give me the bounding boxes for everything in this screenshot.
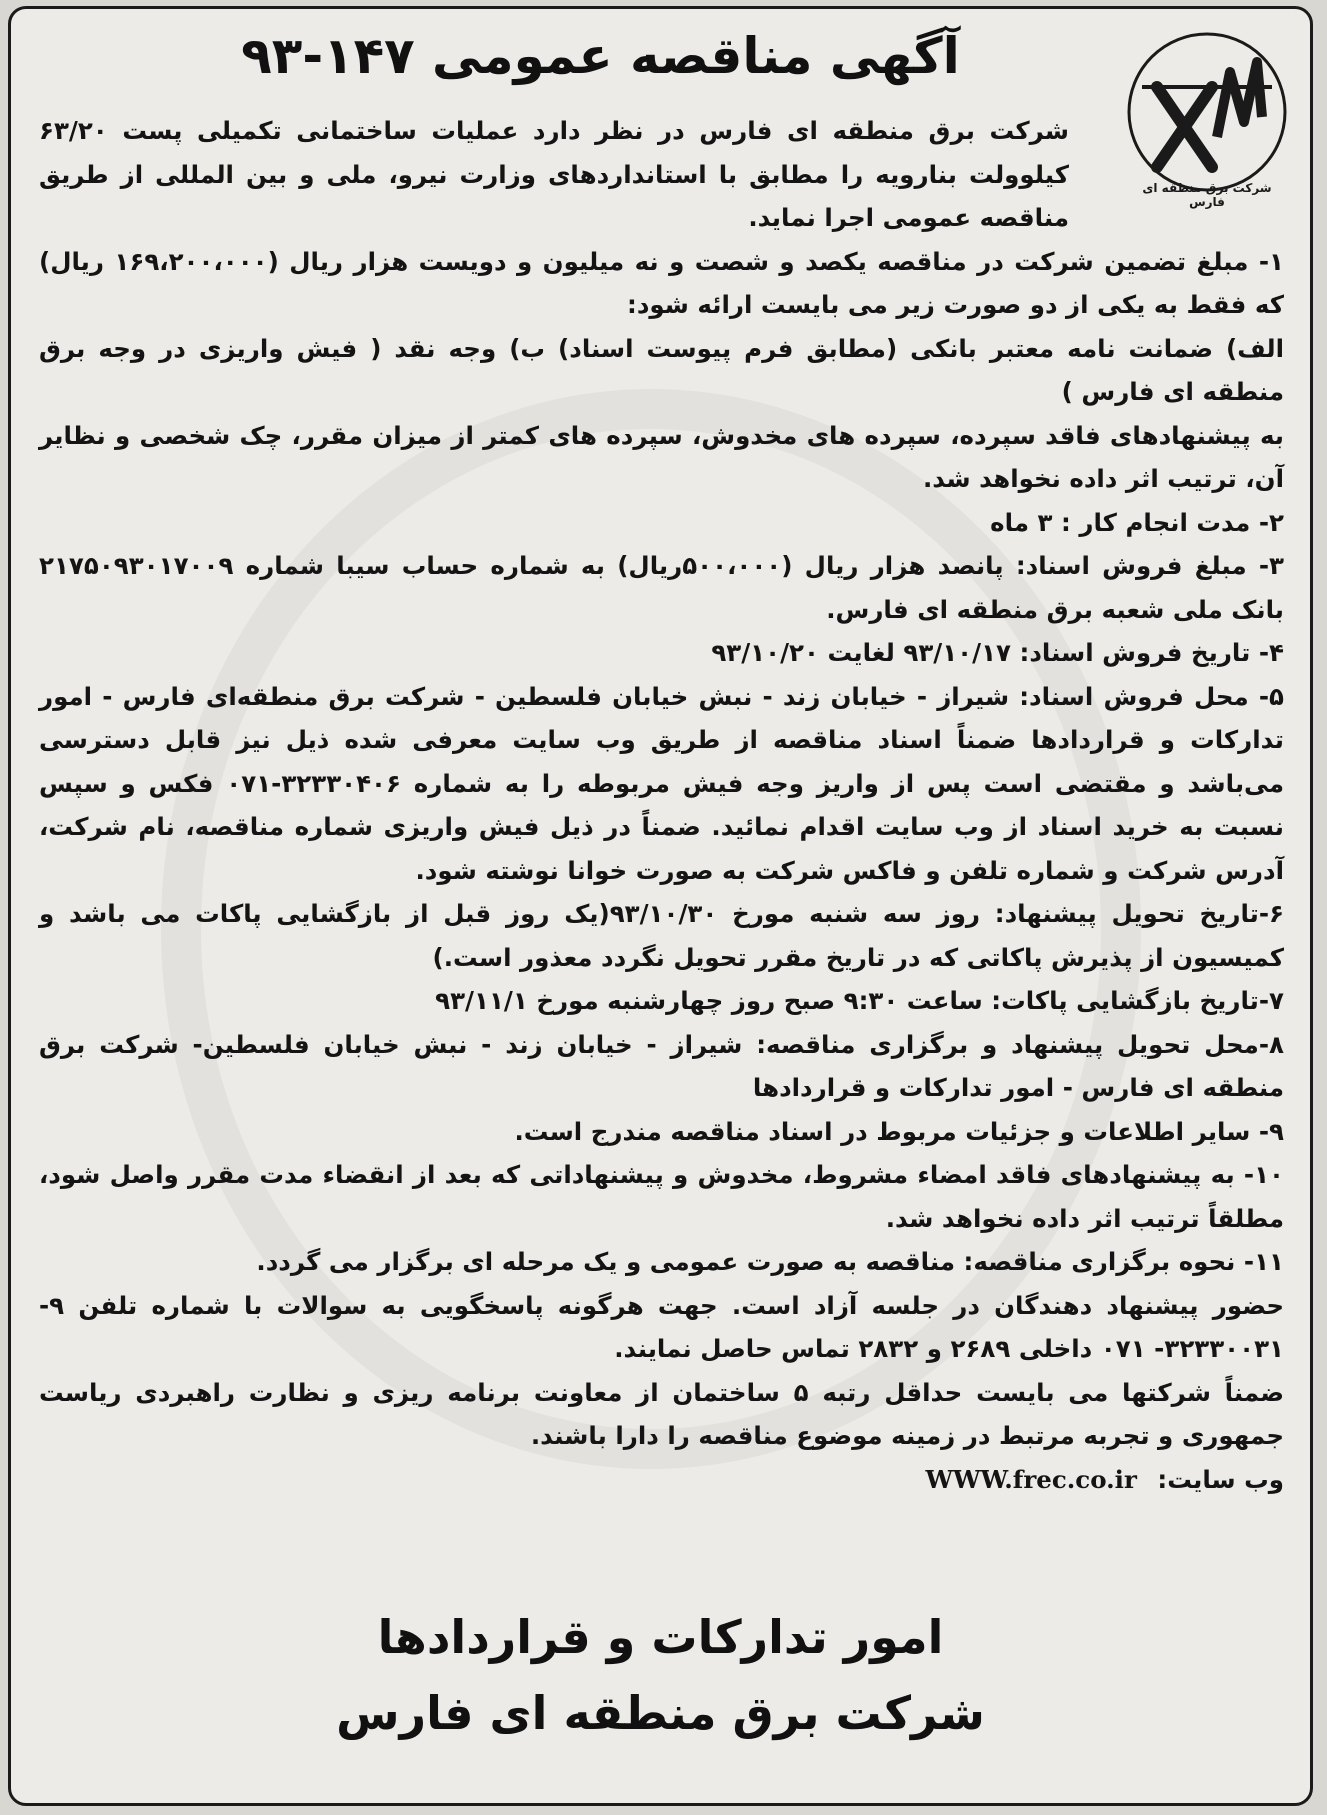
signature-block (11, 1599, 1310, 1751)
item-4: ۴- تاریخ فروش اسناد: ۹۳/۱۰/۱۷ لغایت ۹۳/۱۰/۲۰ (711, 638, 1284, 667)
item-7: ۷-تاریخ بازگشایی پاکات: ساعت ۹:۳۰ صبح روز چهارشنبه مورخ ۹۳/۱۱/۱ (435, 986, 1284, 1015)
item-1-options: الف) ضمانت نامه معتبر بانکی (مطابق فرم پیوست اسناد) ب) وجه نقد ( فیش واریزی در وجه برق منطقه ای فارس ) (39, 333, 1284, 406)
item-9: ۹- سایر اطلاعات و جزئیات مربوط در اسناد مناقصه مندرج است. (514, 1116, 1284, 1146)
item-3: ۳- مبلغ فروش اسناد: پانصد هزار ریال (۵۰۰،۰۰۰ریال) به شماره حساب سیبا شماره ۲۱۷۵۰۹۳۰۱۷۰۰۹ بانک ملی شعبه برق منطقه ای فارس. (39, 551, 1284, 624)
website-link[interactable]: WWW.frec.co.ir (925, 1464, 1137, 1494)
intro-paragraph: شرکت برق منطقه ای فارس در نظر دارد عملیات ساختمانی تکمیلی پست ۶۳/۲۰ کیلوولت بنارویه را مطابق با استانداردهای وزارت نیرو، ملی و بین المللی از طریق مناقصه عمومی اجرا نماید. (39, 116, 1069, 232)
logo-caption: شرکت برق منطقه ای فارس (1142, 181, 1272, 209)
website-line (39, 1458, 1284, 1502)
footer-department: امور تدارکات و قراردادها (377, 1610, 944, 1664)
item-10: ۱۰- به پیشنهادهای فاقد امضاء مشروط، مخدوش و پیشنهاداتی که بعد از انقضاء مدت مقرر واصل شود، مطلقاً ترتیب اثر داده نخواهد شد. (39, 1160, 1284, 1233)
item-8: ۸-محل تحویل پیشنهاد و برگزاری مناقصه: شیراز - خیابان زند - نبش خیابان فلسطین- شرکت برق منطقه ای فارس - امور تدارکات و قراردادها (39, 1029, 1284, 1102)
page-title: آگهی مناقصه عمومی ۱۴۷-۹۳ (241, 27, 960, 85)
tender-notice (8, 6, 1313, 1806)
notice-body (39, 109, 1284, 1501)
item-11: ۱۱- نحوه برگزاری مناقصه: مناقصه به صورت عمومی و یک مرحله ای برگزار می گردد. (256, 1247, 1284, 1276)
attendance-paragraph: حضور پیشنهاد دهندگان در جلسه آزاد است. جهت هرگونه پاسخگویی به سوالات با شماره تلفن ۹- ۳۲۳۳۰۰۳۱- ۰۷۱ داخلی ۲۶۸۹ و ۲۸۳۲ تماس حاصل نمایند. (39, 1290, 1284, 1363)
item-5: ۵- محل فروش اسناد: شیراز - خیابان زند - نبش خیابان فلسطین - شرکت برق منطقه‌ای فارس - امور تدارکات و قراردادها ضمناً اسناد مناقصه از طریق وب سایت معرفی شده ذیل نیز قابل دسترسی می‌باشد و مقتضی است پس از واریز وجه فیش مربوطه را به شماره ۳۲۳۳۰۴۰۶-۰۷۱ فکس و سپس نسبت به خرید اسناد از وب سایت اقدام نمائید. ضمناً در ذیل فیش واریزی شماره مناقصه، نام شرکت، آدرس شرکت و شماره تلفن و فاکس شرکت به صورت خوانا نوشته شود. (39, 681, 1285, 885)
requirement-paragraph: ضمناً شرکتها می بایست حداقل رتبه ۵ ساختمان از معاونت برنامه ریزی و نظارت راهبردی ریاست جمهوری و تجربه مرتبط در زمینه موضوع مناقصه را دارا باشند. (39, 1377, 1284, 1450)
item-2: ۲- مدت انجام کار : ۳ ماه (990, 507, 1284, 537)
footer-company: شرکت برق منطقه ای فارس (336, 1686, 985, 1740)
item-1: ۱- مبلغ تضمین شرکت در مناقصه یکصد و شصت و نه میلیون و دویست هزار ریال (۱۶۹،۲۰۰،۰۰۰ ریال) که فقط به یکی از دو صورت زیر می بایست ارائه شود: (39, 246, 1284, 319)
item-1-note: به پیشنهادهای فاقد سپرده، سپرده های مخدوش، سپرده های کمتر از میزان مقرر، چک شخصی و نظایر آن، ترتیب اثر داده نخواهد شد. (39, 420, 1284, 493)
item-6: ۶-تاریخ تحویل پیشنهاد: روز سه شنبه مورخ ۹۳/۱۰/۳۰(یک روز قبل از بازگشایی پاکات می باشد و کمیسیون از پذیرش پاکاتی که در تاریخ مقرر تحویل نگردد معذور است.) (39, 899, 1285, 972)
website-label: وب سایت: (1157, 1464, 1284, 1494)
